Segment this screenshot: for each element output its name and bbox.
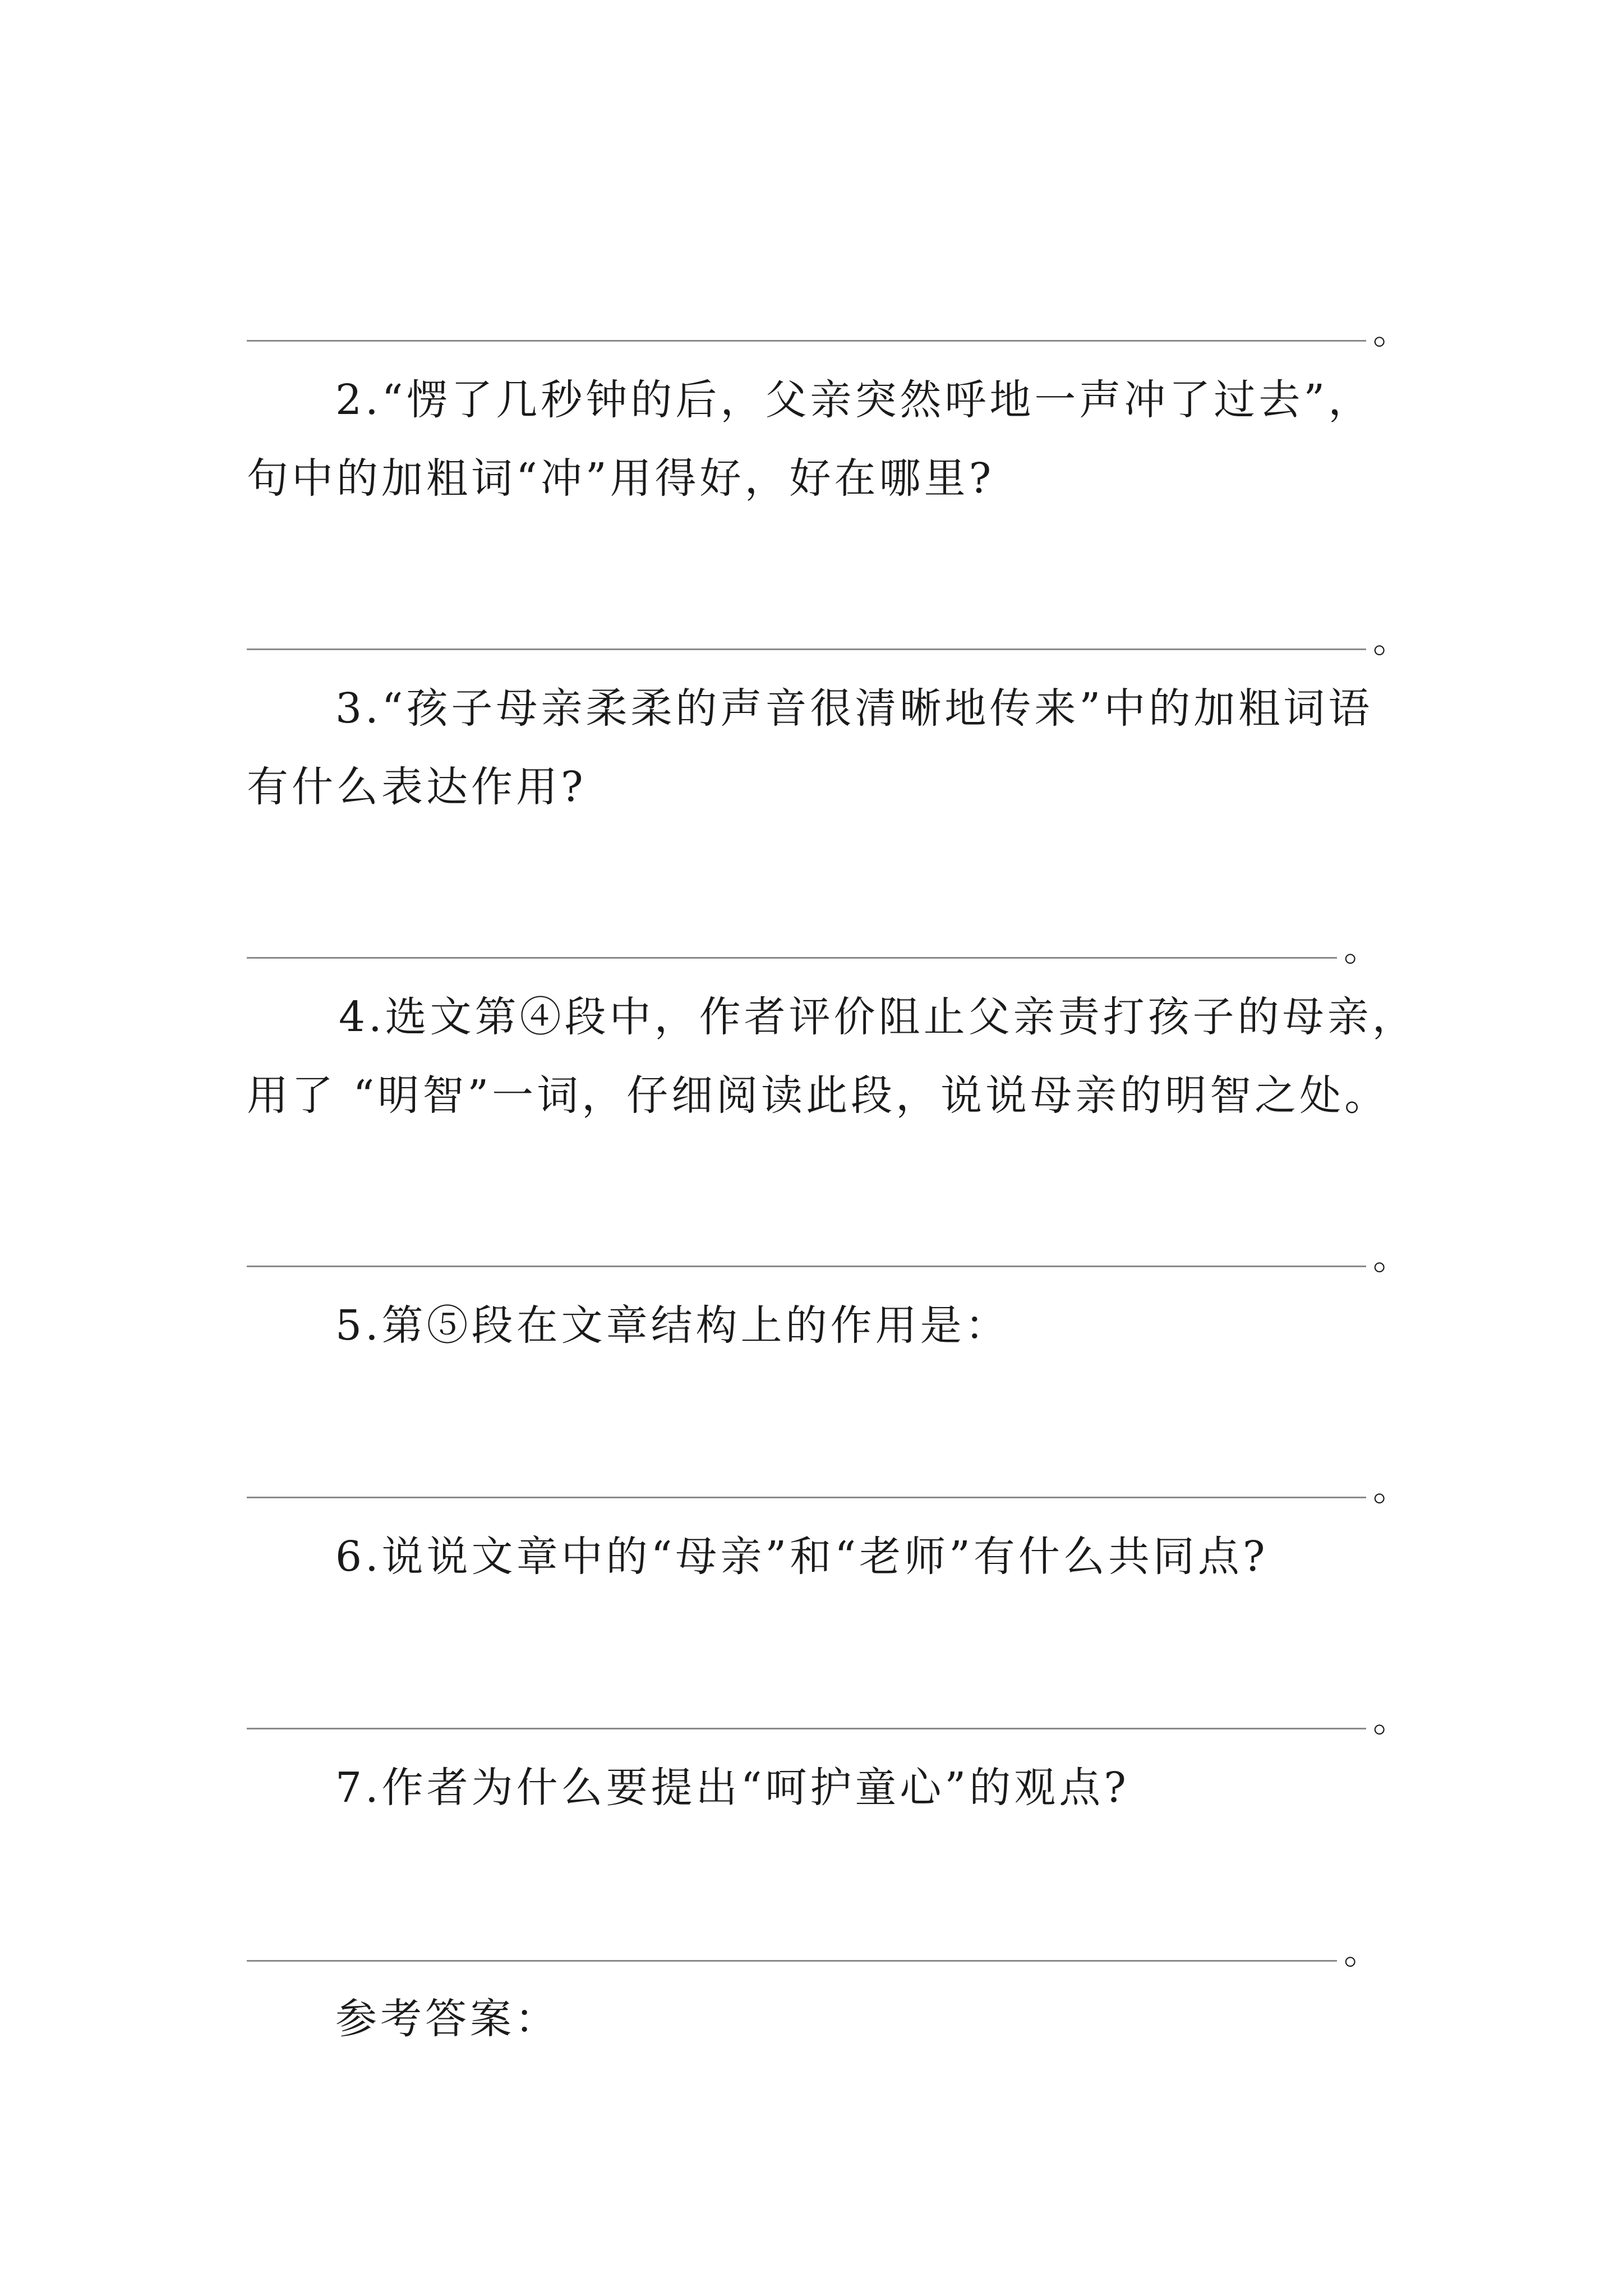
answer-line-7[interactable] — [247, 1960, 1337, 1962]
question-4-line-2: 用了 “明智”一词，仔细阅读此段，说说母亲的明智之处。 — [247, 1071, 1390, 1120]
answer-period-1: 。 — [1373, 311, 1409, 353]
reference-answers-heading: 参考答案： — [335, 1995, 560, 2043]
answer-period-7: 。 — [1344, 1931, 1380, 1973]
answer-period-5: 。 — [1373, 1468, 1409, 1510]
answer-period-6: 。 — [1373, 1699, 1409, 1741]
question-6-line-1: 6.说说文章中的“母亲”和“老师”有什么共同点? — [335, 1533, 1269, 1581]
question-3-line-2: 有什么表达作用? — [247, 763, 587, 811]
question-4-line-1: 4.选文第④段中，作者评价阻止父亲责打孩子的母亲， — [339, 993, 1417, 1041]
question-7-line-1: 7.作者为什么要提出“呵护童心”的观点? — [335, 1764, 1129, 1812]
answer-period-4: 。 — [1373, 1237, 1409, 1278]
answer-line-3[interactable] — [247, 957, 1337, 959]
question-2-line-2: 句中的加粗词“冲”用得好，好在哪里? — [247, 454, 995, 503]
answer-period-3: 。 — [1344, 928, 1380, 970]
question-5-line-1: 5.第⑤段在文章结构上的作用是： — [335, 1301, 1010, 1350]
answer-period-2: 。 — [1373, 620, 1409, 661]
answer-line-6[interactable] — [247, 1728, 1366, 1729]
answer-line-5[interactable] — [247, 1497, 1366, 1498]
answer-line-1[interactable] — [247, 340, 1366, 342]
answer-line-4[interactable] — [247, 1266, 1366, 1267]
question-2-line-1: 2.“愣了几秒钟的后，父亲突然呼地一声冲了过去”， — [335, 376, 1373, 424]
answer-line-2[interactable] — [247, 648, 1366, 650]
question-3-line-1: 3.“孩子母亲柔柔的声音很清晰地传来”中的加粗词语 — [335, 684, 1373, 733]
